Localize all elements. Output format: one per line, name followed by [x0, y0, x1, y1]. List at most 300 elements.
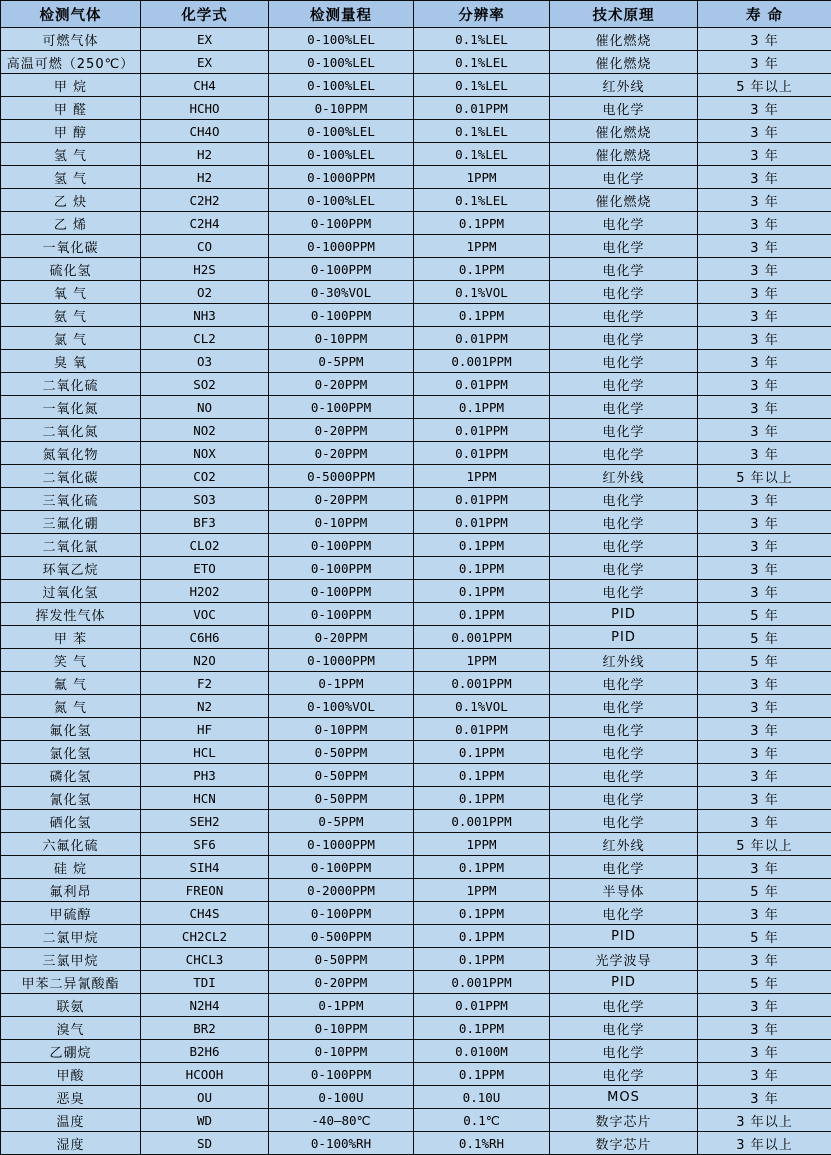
cell-range: 0-100PPM [269, 396, 414, 419]
table-row [1, 672, 831, 695]
cell-range: 0-100%LEL [269, 74, 414, 97]
cell-range: 0-1000PPM [269, 649, 414, 672]
cell-life: 5 年 [698, 649, 831, 672]
cell-resolution: 0.001PPM [414, 810, 550, 833]
cell-range: 0-100%VOL [269, 695, 414, 718]
column-header-range: 检测量程 [269, 1, 414, 28]
cell-gas: 乙 炔 [1, 189, 141, 212]
cell-formula: H2 [141, 166, 269, 189]
table-row [1, 419, 831, 442]
cell-gas: 二氧化碳 [1, 465, 141, 488]
cell-gas: 乙硼烷 [1, 1040, 141, 1063]
cell-range: 0-50PPM [269, 764, 414, 787]
cell-life: 3 年 [698, 143, 831, 166]
table-row [1, 212, 831, 235]
cell-gas: 氢 气 [1, 143, 141, 166]
cell-gas: 氰化氢 [1, 787, 141, 810]
cell-resolution: 0.01PPM [414, 419, 550, 442]
cell-range: 0-100PPM [269, 557, 414, 580]
cell-gas: 一氧化碳 [1, 235, 141, 258]
cell-life: 3 年 [698, 373, 831, 396]
cell-formula: CH4O [141, 120, 269, 143]
cell-gas: 氢 气 [1, 166, 141, 189]
cell-formula: OU [141, 1086, 269, 1109]
cell-gas: 恶臭 [1, 1086, 141, 1109]
table-row [1, 810, 831, 833]
cell-principle: 电化学 [550, 258, 698, 281]
cell-range: 0-20PPM [269, 419, 414, 442]
cell-principle: 电化学 [550, 534, 698, 557]
cell-principle: 电化学 [550, 166, 698, 189]
table-row [1, 856, 831, 879]
cell-gas: 三氯甲烷 [1, 948, 141, 971]
cell-formula: C2H2 [141, 189, 269, 212]
table-row [1, 971, 831, 994]
cell-range: 0-1000PPM [269, 166, 414, 189]
cell-formula: NO [141, 396, 269, 419]
cell-range: 0-100PPM [269, 580, 414, 603]
cell-gas: 氟 气 [1, 672, 141, 695]
cell-range: 0-100%LEL [269, 143, 414, 166]
cell-range: 0-100PPM [269, 258, 414, 281]
cell-resolution: 1PPM [414, 465, 550, 488]
cell-life: 5 年 [698, 925, 831, 948]
cell-gas: 氯 气 [1, 327, 141, 350]
cell-principle: MOS [550, 1086, 698, 1109]
cell-formula: N2H4 [141, 994, 269, 1017]
cell-life: 3 年 [698, 994, 831, 1017]
cell-formula: TDI [141, 971, 269, 994]
cell-life: 3 年 [698, 488, 831, 511]
cell-range: 0-100%LEL [269, 28, 414, 51]
table-row [1, 258, 831, 281]
cell-principle: 电化学 [550, 856, 698, 879]
table-body [1, 28, 831, 1155]
cell-range: 0-1000PPM [269, 833, 414, 856]
table-row [1, 1109, 831, 1132]
cell-formula: HCHO [141, 97, 269, 120]
cell-formula: SO2 [141, 373, 269, 396]
table-row [1, 902, 831, 925]
cell-formula: N2 [141, 695, 269, 718]
cell-gas: 甲硫醇 [1, 902, 141, 925]
cell-resolution: 0.1PPM [414, 902, 550, 925]
cell-resolution: 1PPM [414, 649, 550, 672]
cell-formula: HCN [141, 787, 269, 810]
cell-principle: 数字芯片 [550, 1109, 698, 1132]
table-row [1, 350, 831, 373]
cell-formula: CLO2 [141, 534, 269, 557]
cell-resolution: 0.1PPM [414, 580, 550, 603]
cell-life: 3 年 [698, 1086, 831, 1109]
cell-formula: N2O [141, 649, 269, 672]
cell-life: 5 年 [698, 626, 831, 649]
cell-principle: 电化学 [550, 327, 698, 350]
table-header-row [1, 1, 831, 28]
cell-life: 3 年 [698, 764, 831, 787]
cell-life: 3 年 [698, 741, 831, 764]
cell-range: 0-30%VOL [269, 281, 414, 304]
cell-life: 3 年 [698, 580, 831, 603]
cell-principle: 电化学 [550, 511, 698, 534]
cell-formula: BF3 [141, 511, 269, 534]
cell-life: 3 年 [698, 235, 831, 258]
cell-gas: 硅 烷 [1, 856, 141, 879]
cell-formula: C2H4 [141, 212, 269, 235]
cell-resolution: 0.1PPM [414, 212, 550, 235]
table-row [1, 488, 831, 511]
cell-gas: 高温可燃（250℃） [1, 51, 141, 74]
table-row [1, 327, 831, 350]
cell-formula: BR2 [141, 1017, 269, 1040]
cell-principle: 电化学 [550, 419, 698, 442]
table-row [1, 925, 831, 948]
cell-resolution: 1PPM [414, 833, 550, 856]
cell-gas: 温度 [1, 1109, 141, 1132]
cell-range: 0-10PPM [269, 511, 414, 534]
cell-gas: 环氧乙烷 [1, 557, 141, 580]
cell-gas: 甲 醇 [1, 120, 141, 143]
cell-resolution: 0.1PPM [414, 741, 550, 764]
table-row [1, 764, 831, 787]
cell-principle: 电化学 [550, 695, 698, 718]
cell-life: 5 年 [698, 879, 831, 902]
cell-resolution: 1PPM [414, 235, 550, 258]
cell-gas: 氧 气 [1, 281, 141, 304]
cell-formula: B2H6 [141, 1040, 269, 1063]
cell-formula: NOX [141, 442, 269, 465]
table-row [1, 1040, 831, 1063]
cell-life: 3 年 [698, 258, 831, 281]
cell-principle: 电化学 [550, 281, 698, 304]
cell-principle: 催化燃烧 [550, 28, 698, 51]
cell-gas: 乙 烯 [1, 212, 141, 235]
cell-formula: SD [141, 1132, 269, 1155]
table-row [1, 534, 831, 557]
cell-formula: SIH4 [141, 856, 269, 879]
cell-resolution: 0.001PPM [414, 971, 550, 994]
cell-gas: 一氧化氮 [1, 396, 141, 419]
cell-resolution: 0.1PPM [414, 603, 550, 626]
cell-principle: 电化学 [550, 580, 698, 603]
cell-principle: 电化学 [550, 488, 698, 511]
table-row [1, 718, 831, 741]
cell-life: 3 年 [698, 511, 831, 534]
cell-resolution: 0.01PPM [414, 718, 550, 741]
cell-range: 0-100PPM [269, 304, 414, 327]
cell-formula: EX [141, 51, 269, 74]
cell-range: 0-100PPM [269, 603, 414, 626]
table-row [1, 304, 831, 327]
cell-resolution: 0.01PPM [414, 442, 550, 465]
cell-life: 3 年 [698, 419, 831, 442]
cell-life: 3 年以上 [698, 1132, 831, 1155]
table-row [1, 511, 831, 534]
cell-resolution: 0.1%LEL [414, 120, 550, 143]
cell-life: 3 年 [698, 557, 831, 580]
table-row [1, 948, 831, 971]
table-row [1, 1132, 831, 1155]
cell-formula: CHCL3 [141, 948, 269, 971]
cell-resolution: 0.1PPM [414, 1063, 550, 1086]
cell-principle: 电化学 [550, 350, 698, 373]
cell-life: 3 年 [698, 856, 831, 879]
cell-gas: 甲 苯 [1, 626, 141, 649]
cell-range: 0-5000PPM [269, 465, 414, 488]
table-row [1, 1063, 831, 1086]
column-header-life: 寿 命 [698, 1, 831, 28]
cell-resolution: 0.01PPM [414, 511, 550, 534]
cell-life: 3 年 [698, 695, 831, 718]
cell-principle: 光学波导 [550, 948, 698, 971]
cell-gas: 甲 醛 [1, 97, 141, 120]
cell-resolution: 0.001PPM [414, 350, 550, 373]
cell-resolution: 0.01PPM [414, 97, 550, 120]
cell-gas: 氮氧化物 [1, 442, 141, 465]
cell-life: 3 年 [698, 304, 831, 327]
cell-range: 0-10PPM [269, 718, 414, 741]
cell-life: 5 年以上 [698, 74, 831, 97]
cell-resolution: 0.1%RH [414, 1132, 550, 1155]
table-row [1, 97, 831, 120]
cell-range: 0-1PPM [269, 672, 414, 695]
cell-life: 5 年以上 [698, 833, 831, 856]
cell-formula: SF6 [141, 833, 269, 856]
table-row [1, 235, 831, 258]
table-row [1, 281, 831, 304]
cell-principle: PID [550, 603, 698, 626]
cell-principle: 电化学 [550, 672, 698, 695]
column-header-resolution: 分辨率 [414, 1, 550, 28]
cell-life: 3 年 [698, 1063, 831, 1086]
cell-resolution: 0.001PPM [414, 626, 550, 649]
cell-gas: 硒化氢 [1, 810, 141, 833]
table-row [1, 787, 831, 810]
cell-life: 3 年以上 [698, 1109, 831, 1132]
table-row [1, 879, 831, 902]
cell-principle: 电化学 [550, 396, 698, 419]
cell-formula: WD [141, 1109, 269, 1132]
cell-range: 0-10PPM [269, 327, 414, 350]
cell-resolution: 0.1PPM [414, 304, 550, 327]
table-row [1, 465, 831, 488]
cell-principle: 电化学 [550, 1063, 698, 1086]
cell-life: 3 年 [698, 51, 831, 74]
cell-range: 0-50PPM [269, 948, 414, 971]
cell-range: 0-100PPM [269, 902, 414, 925]
cell-formula: FREON [141, 879, 269, 902]
cell-range: 0-5PPM [269, 810, 414, 833]
table-row [1, 1086, 831, 1109]
cell-principle: 电化学 [550, 212, 698, 235]
cell-resolution: 0.1PPM [414, 557, 550, 580]
cell-range: 0-500PPM [269, 925, 414, 948]
cell-formula: SEH2 [141, 810, 269, 833]
cell-formula: H2S [141, 258, 269, 281]
cell-resolution: 0.01PPM [414, 994, 550, 1017]
cell-formula: VOC [141, 603, 269, 626]
cell-life: 3 年 [698, 948, 831, 971]
cell-resolution: 0.01PPM [414, 373, 550, 396]
cell-life: 3 年 [698, 442, 831, 465]
table-row [1, 28, 831, 51]
cell-formula: F2 [141, 672, 269, 695]
cell-resolution: 0.1PPM [414, 534, 550, 557]
cell-principle: 电化学 [550, 994, 698, 1017]
cell-principle: PID [550, 925, 698, 948]
cell-formula: NO2 [141, 419, 269, 442]
cell-principle: 电化学 [550, 741, 698, 764]
cell-life: 3 年 [698, 281, 831, 304]
cell-gas: 三氧化硫 [1, 488, 141, 511]
cell-range: 0-20PPM [269, 373, 414, 396]
table-row [1, 1017, 831, 1040]
cell-principle: 电化学 [550, 764, 698, 787]
cell-gas: 氮 气 [1, 695, 141, 718]
cell-formula: CH4 [141, 74, 269, 97]
cell-gas: 过氧化氢 [1, 580, 141, 603]
cell-resolution: 0.1%LEL [414, 143, 550, 166]
table-row [1, 74, 831, 97]
cell-life: 3 年 [698, 396, 831, 419]
cell-principle: 电化学 [550, 97, 698, 120]
table-row [1, 189, 831, 212]
cell-formula: NH3 [141, 304, 269, 327]
cell-gas: 联氨 [1, 994, 141, 1017]
cell-gas: 氨 气 [1, 304, 141, 327]
cell-principle: 电化学 [550, 787, 698, 810]
cell-resolution: 0.1PPM [414, 925, 550, 948]
cell-life: 5 年 [698, 971, 831, 994]
cell-resolution: 0.1PPM [414, 396, 550, 419]
cell-range: 0-20PPM [269, 626, 414, 649]
cell-resolution: 0.001PPM [414, 672, 550, 695]
table-row [1, 51, 831, 74]
cell-principle: 电化学 [550, 1040, 698, 1063]
cell-life: 3 年 [698, 810, 831, 833]
cell-gas: 溴气 [1, 1017, 141, 1040]
cell-resolution: 0.1PPM [414, 787, 550, 810]
cell-life: 3 年 [698, 212, 831, 235]
cell-life: 5 年 [698, 603, 831, 626]
cell-resolution: 0.01PPM [414, 488, 550, 511]
cell-range: 0-50PPM [269, 741, 414, 764]
cell-principle: 数字芯片 [550, 1132, 698, 1155]
cell-formula: CH2CL2 [141, 925, 269, 948]
cell-formula: CH4S [141, 902, 269, 925]
cell-life: 3 年 [698, 534, 831, 557]
cell-gas: 二氧化硫 [1, 373, 141, 396]
cell-life: 3 年 [698, 189, 831, 212]
cell-range: 0-100PPM [269, 534, 414, 557]
cell-gas: 笑 气 [1, 649, 141, 672]
cell-formula: PH3 [141, 764, 269, 787]
cell-formula: O2 [141, 281, 269, 304]
cell-gas: 臭 氧 [1, 350, 141, 373]
cell-principle: PID [550, 626, 698, 649]
table-row [1, 373, 831, 396]
cell-range: 0-2000PPM [269, 879, 414, 902]
cell-resolution: 0.0100M [414, 1040, 550, 1063]
cell-principle: 红外线 [550, 833, 698, 856]
cell-gas: 六氟化硫 [1, 833, 141, 856]
cell-range: 0-100PPM [269, 856, 414, 879]
cell-range: 0-10PPM [269, 1040, 414, 1063]
cell-resolution: 0.1%LEL [414, 28, 550, 51]
cell-principle: 电化学 [550, 902, 698, 925]
table-row [1, 580, 831, 603]
cell-life: 3 年 [698, 787, 831, 810]
cell-principle: 催化燃烧 [550, 51, 698, 74]
cell-range: 0-10PPM [269, 97, 414, 120]
cell-principle: 红外线 [550, 649, 698, 672]
table-row [1, 396, 831, 419]
table-row [1, 695, 831, 718]
cell-range: 0-1000PPM [269, 235, 414, 258]
table-row [1, 833, 831, 856]
cell-range: 0-100PPM [269, 212, 414, 235]
cell-gas: 湿度 [1, 1132, 141, 1155]
table-row [1, 143, 831, 166]
cell-resolution: 1PPM [414, 166, 550, 189]
cell-range: 0-20PPM [269, 488, 414, 511]
table-row [1, 603, 831, 626]
cell-resolution: 1PPM [414, 879, 550, 902]
cell-formula: C6H6 [141, 626, 269, 649]
cell-resolution: 0.1PPM [414, 1017, 550, 1040]
cell-formula: ETO [141, 557, 269, 580]
cell-life: 5 年以上 [698, 465, 831, 488]
column-header-principle: 技术原理 [550, 1, 698, 28]
cell-range: 0-100U [269, 1086, 414, 1109]
cell-resolution: 0.1%LEL [414, 74, 550, 97]
cell-principle: 红外线 [550, 74, 698, 97]
cell-resolution: 0.1%VOL [414, 695, 550, 718]
cell-resolution: 0.1℃ [414, 1109, 550, 1132]
cell-formula: CO [141, 235, 269, 258]
cell-formula: HF [141, 718, 269, 741]
cell-principle: 电化学 [550, 373, 698, 396]
cell-gas: 氯化氢 [1, 741, 141, 764]
cell-life: 3 年 [698, 902, 831, 925]
cell-range: 0-100%LEL [269, 189, 414, 212]
cell-formula: EX [141, 28, 269, 51]
cell-range: 0-100%LEL [269, 120, 414, 143]
cell-formula: CO2 [141, 465, 269, 488]
table-row [1, 649, 831, 672]
cell-gas: 硫化氢 [1, 258, 141, 281]
cell-life: 3 年 [698, 672, 831, 695]
cell-formula: HCL [141, 741, 269, 764]
cell-formula: H2O2 [141, 580, 269, 603]
cell-principle: 电化学 [550, 304, 698, 327]
cell-life: 3 年 [698, 1040, 831, 1063]
cell-life: 3 年 [698, 120, 831, 143]
cell-principle: 催化燃烧 [550, 120, 698, 143]
cell-resolution: 0.10U [414, 1086, 550, 1109]
cell-principle: 催化燃烧 [550, 143, 698, 166]
cell-resolution: 0.1PPM [414, 764, 550, 787]
cell-gas: 甲苯二异氰酸酯 [1, 971, 141, 994]
cell-principle: 电化学 [550, 235, 698, 258]
cell-resolution: 0.1PPM [414, 258, 550, 281]
cell-gas: 二氧化氮 [1, 419, 141, 442]
table-row [1, 166, 831, 189]
cell-range: 0-20PPM [269, 971, 414, 994]
cell-gas: 甲酸 [1, 1063, 141, 1086]
cell-formula: O3 [141, 350, 269, 373]
cell-resolution: 0.1%LEL [414, 189, 550, 212]
